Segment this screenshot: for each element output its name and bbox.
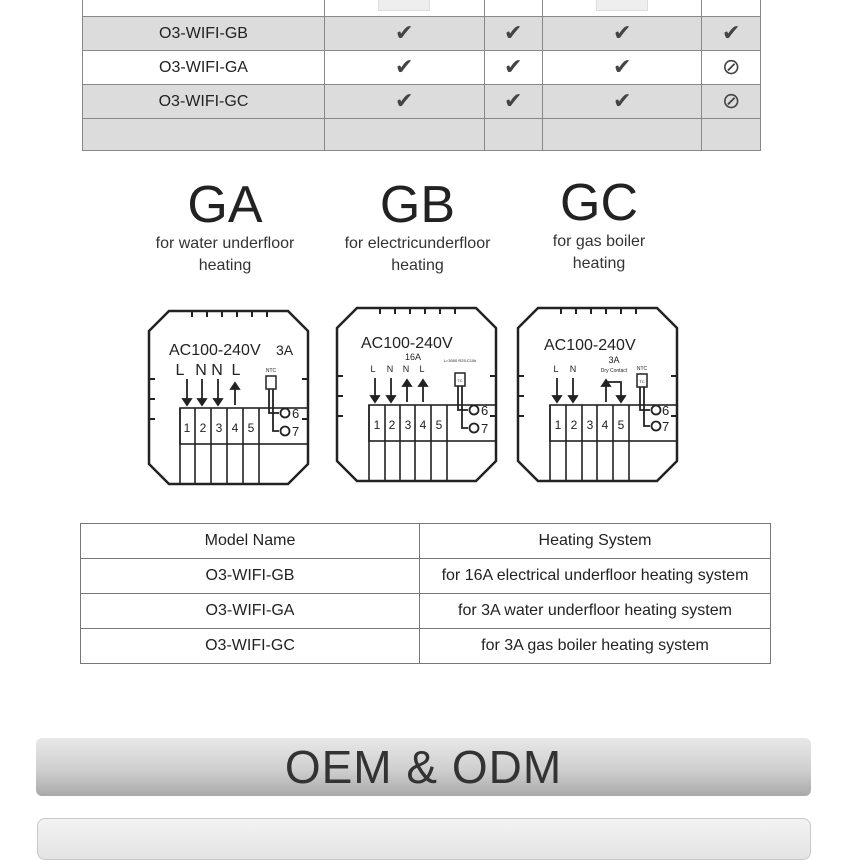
compatibility-table — [82, 0, 761, 151]
check-icon: ✔ — [722, 20, 741, 45]
wiring-diagram-ga — [147, 309, 310, 486]
table-row — [83, 85, 761, 119]
pin-label: 5 — [435, 418, 443, 432]
pin-label: 2 — [199, 421, 207, 435]
model-description: heating — [198, 257, 252, 274]
pin-label: 5 — [617, 418, 625, 432]
oem-title: OEM & ODM — [284, 741, 563, 793]
pin-label: 4 — [231, 421, 239, 435]
next-section-panel — [37, 818, 811, 860]
product-thumbnail — [378, 0, 430, 11]
terminal-label: L — [370, 364, 376, 374]
check-icon: ✔ — [395, 20, 414, 45]
pin-label: 1 — [373, 418, 381, 432]
model-code: GC — [560, 174, 638, 232]
terminal-label: L — [175, 362, 185, 379]
model-gb-heading — [320, 177, 515, 277]
pin-label: 4 — [601, 418, 609, 432]
ntc-label: NTC — [265, 368, 277, 374]
terminal-label: L — [231, 362, 241, 379]
current-label: 16A — [404, 352, 422, 362]
heating-system-table — [80, 523, 771, 664]
ntc-label: L=3000 R25:C10k — [443, 358, 477, 363]
pin-label: 1 — [183, 421, 191, 435]
terminal-label: N — [386, 364, 394, 374]
output-terminal: 7 — [662, 419, 670, 434]
current-label: 3A — [276, 342, 294, 358]
model-description: heating — [572, 255, 626, 272]
pin-label: 3 — [215, 421, 223, 435]
pin-label: 5 — [247, 421, 255, 435]
terminal-label: N — [569, 364, 577, 374]
model-cell: O3-WIFI-GA — [83, 51, 325, 85]
table-row — [83, 0, 761, 17]
output-terminal: 7 — [292, 424, 300, 439]
check-icon: ✔ — [395, 54, 414, 79]
column-header: Heating System — [420, 524, 771, 559]
model-cell: O3-WIFI-GC — [81, 629, 420, 664]
model-cell: O3-WIFI-GB — [83, 17, 325, 51]
check-icon: ✔ — [395, 88, 414, 113]
check-icon: ✔ — [613, 20, 632, 45]
ntc-label: NTC — [636, 366, 648, 372]
pin-label: 3 — [586, 418, 594, 432]
not-supported-icon: ⊘ — [722, 54, 741, 79]
model-code: GB — [379, 176, 456, 234]
heating-cell: for 16A electrical underfloor heating system — [420, 559, 771, 594]
model-cell: O3-WIFI-GC — [83, 85, 325, 119]
pin-label: 3 — [404, 418, 412, 432]
output-terminal: 6 — [662, 403, 670, 418]
dry-contact-label: Dry Contact — [600, 368, 628, 374]
table-row — [83, 119, 761, 151]
voltage-label: AC100-240V — [544, 337, 636, 354]
table-row — [81, 559, 771, 594]
model-cell: O3-WIFI-GB — [81, 559, 420, 594]
terminal-label: N — [211, 362, 223, 379]
table-header-row — [81, 524, 771, 559]
output-terminal: 7 — [481, 421, 489, 436]
check-icon: ✔ — [504, 20, 523, 45]
wiring-diagram-gb — [335, 306, 498, 483]
oem-banner — [36, 738, 811, 796]
voltage-label: AC100-240V — [169, 342, 261, 359]
pin-label: 1 — [554, 418, 562, 432]
pin-label: 2 — [388, 418, 396, 432]
model-ga-heading — [135, 177, 315, 277]
pin-label: 2 — [570, 418, 578, 432]
model-cell: O3-WIFI-GA — [81, 594, 420, 629]
heating-cell: for 3A gas boiler heating system — [420, 629, 771, 664]
output-terminal: 6 — [481, 403, 489, 418]
model-description: for water underfloor — [155, 235, 295, 252]
check-icon: ✔ — [504, 88, 523, 113]
table-row — [81, 629, 771, 664]
pin-label: 4 — [419, 418, 427, 432]
current-label: 3A — [608, 355, 620, 365]
check-icon: ✔ — [613, 88, 632, 113]
check-icon: ✔ — [504, 54, 523, 79]
model-gc-heading — [520, 175, 678, 275]
check-icon: ✔ — [613, 54, 632, 79]
wiring-diagram-gc — [516, 306, 679, 483]
model-code: GA — [187, 176, 263, 234]
model-description: for electricunderfloor — [344, 235, 491, 252]
model-description: heating — [391, 257, 444, 274]
terminal-label: L — [419, 364, 425, 374]
table-row — [83, 17, 761, 51]
voltage-label: AC100-240V — [361, 335, 453, 352]
ntc-box-label: TC — [639, 379, 645, 384]
terminal-label: L — [553, 364, 559, 374]
ntc-box-label: TC — [457, 378, 463, 383]
terminal-label: N — [402, 364, 410, 374]
product-thumbnail — [596, 0, 648, 11]
heating-cell: for 3A water underfloor heating system — [420, 594, 771, 629]
table-row — [83, 51, 761, 85]
column-header: Model Name — [81, 524, 420, 559]
table-row — [81, 594, 771, 629]
not-supported-icon: ⊘ — [722, 88, 741, 113]
output-terminal: 6 — [292, 406, 300, 421]
model-description: for gas boiler — [552, 233, 646, 250]
terminal-label: N — [195, 362, 207, 379]
